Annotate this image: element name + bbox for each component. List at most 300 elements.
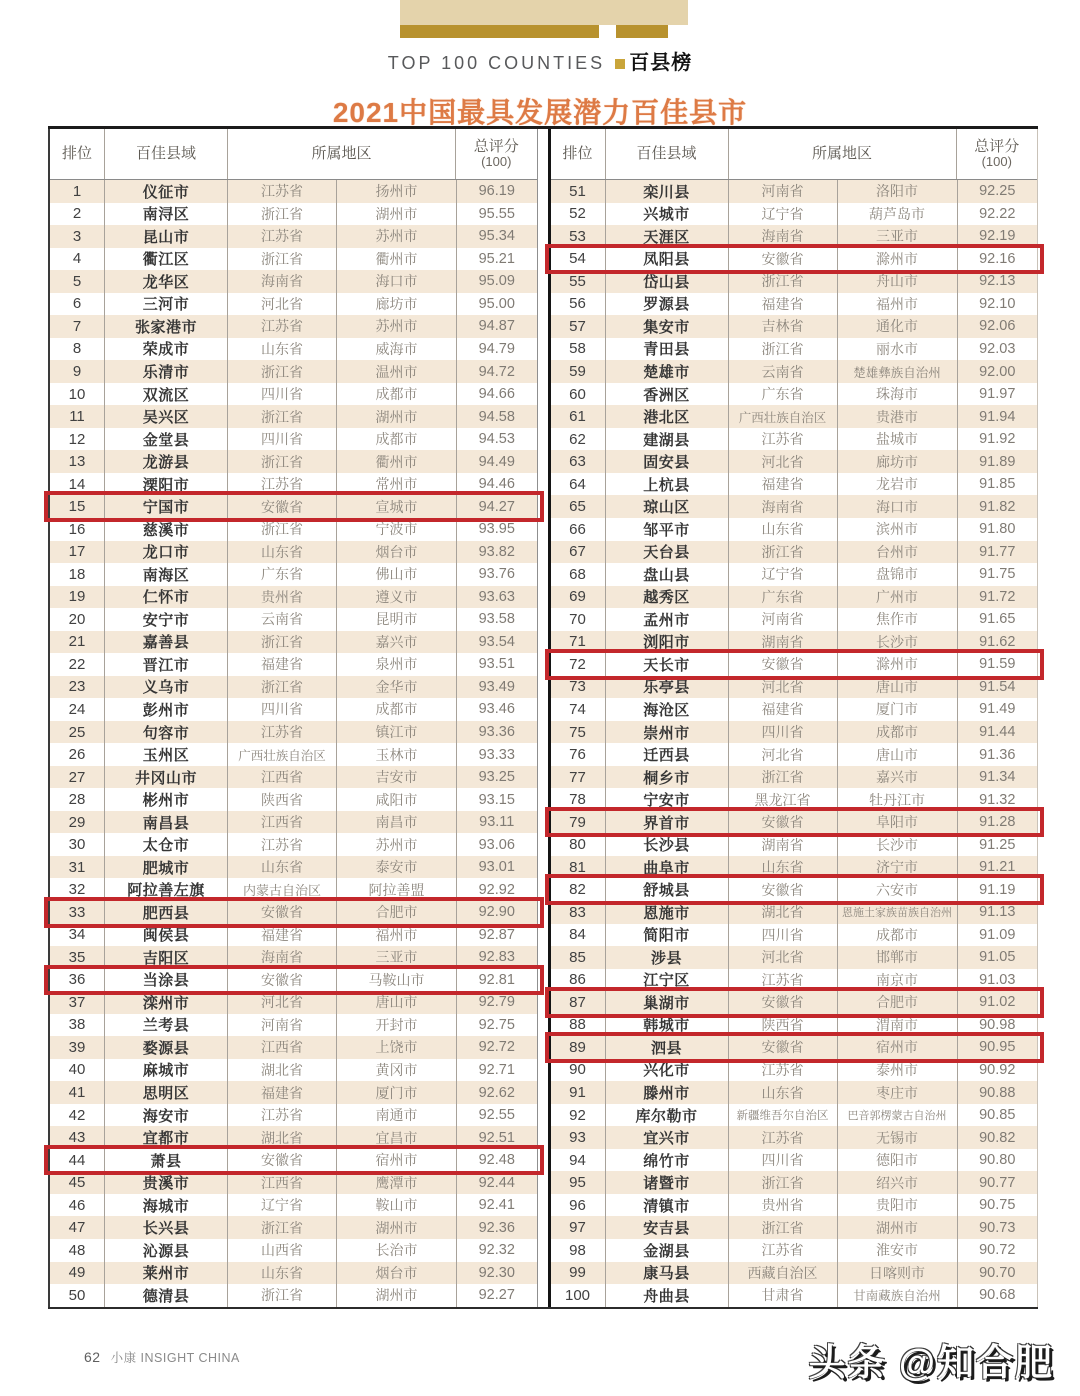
table-row [551, 1014, 1038, 1037]
table-row [50, 811, 537, 834]
city-cell: 衢州市 [337, 248, 457, 271]
province-cell: 湖北省 [228, 1059, 337, 1082]
city-cell: 枣庄市 [838, 1081, 958, 1104]
score-cell: 93.54 [478, 633, 515, 650]
county-cell: 贵溪市 [105, 1171, 228, 1194]
rank-cell: 81 [551, 856, 606, 879]
province-cell: 安徽省 [729, 811, 838, 834]
city-cell: 吉安市 [337, 766, 457, 789]
score-cell: 94.49 [478, 453, 515, 470]
rank-cell: 79 [551, 811, 606, 834]
table-row [551, 225, 1038, 248]
table-header [50, 129, 537, 180]
rank-cell: 23 [50, 676, 105, 699]
county-cell: 崇州市 [606, 721, 729, 744]
province-cell: 山西省 [228, 1239, 337, 1262]
score-cell: 91.82 [979, 498, 1016, 515]
province-cell: 浙江省 [228, 203, 337, 226]
province-cell: 四川省 [228, 698, 337, 721]
score-cell: 91.89 [979, 453, 1016, 470]
table-row [551, 1126, 1038, 1149]
county-cell: 滕州市 [606, 1081, 729, 1104]
score-cell: 90.88 [979, 1084, 1016, 1101]
province-cell: 广西壮族自治区 [729, 405, 838, 428]
table-row [551, 653, 1038, 676]
score-cell: 93.51 [478, 656, 515, 673]
city-cell: 南京市 [838, 969, 958, 992]
rank-cell: 77 [551, 766, 606, 789]
county-cell: 龙华区 [105, 270, 228, 293]
city-cell: 泰安市 [337, 856, 457, 879]
score-cell: 92.72 [478, 1039, 515, 1056]
table-row [551, 833, 1038, 856]
score-cell: 91.09 [979, 926, 1016, 943]
table-row [50, 473, 537, 496]
score-cell: 93.11 [479, 814, 515, 831]
table-row [50, 563, 537, 586]
city-cell: 宜昌市 [337, 1126, 457, 1149]
province-cell: 河北省 [228, 991, 337, 1014]
score-cell: 93.82 [478, 543, 515, 560]
score-cell: 92.71 [478, 1061, 515, 1078]
province-cell: 安徽省 [729, 248, 838, 271]
county-cell: 上杭县 [606, 473, 729, 496]
county-cell: 长沙县 [606, 833, 729, 856]
table-row [50, 878, 537, 901]
county-cell: 南昌县 [105, 811, 228, 834]
rank-cell: 19 [50, 586, 105, 609]
score-cell: 93.01 [478, 859, 515, 876]
rank-cell: 64 [551, 473, 606, 496]
county-cell: 罗源县 [606, 293, 729, 316]
score-cell: 92.25 [979, 183, 1016, 200]
score-cell: 91.05 [979, 949, 1016, 966]
banner [0, 46, 1080, 75]
province-cell: 内蒙古自治区 [228, 878, 337, 901]
score-cell: 91.92 [979, 431, 1016, 448]
province-cell: 四川省 [228, 383, 337, 406]
score-cell: 92.06 [979, 318, 1016, 335]
rank-cell: 58 [551, 338, 606, 361]
rank-cell: 100 [551, 1284, 606, 1307]
rank-cell: 62 [551, 428, 606, 451]
rank-cell: 90 [551, 1059, 606, 1082]
score-cell: 91.85 [979, 476, 1016, 493]
score-cell: 93.06 [478, 836, 515, 853]
county-cell: 兴化市 [606, 1059, 729, 1082]
rank-cell: 69 [551, 586, 606, 609]
table-row [50, 315, 537, 338]
city-cell: 阜阳市 [838, 811, 958, 834]
table-row [551, 1262, 1038, 1285]
province-cell: 江苏省 [228, 180, 337, 203]
rank-cell: 78 [551, 788, 606, 811]
header-rank: 排位 [551, 129, 606, 179]
table-row [50, 360, 537, 383]
province-cell: 海南省 [729, 495, 838, 518]
table-row [50, 338, 537, 361]
province-cell: 安徽省 [729, 1036, 838, 1059]
county-cell: 桐乡市 [606, 766, 729, 789]
table-row [50, 541, 537, 564]
county-cell: 建湖县 [606, 428, 729, 451]
table-row [50, 924, 537, 947]
rank-cell: 88 [551, 1014, 606, 1037]
score-cell: 94.58 [478, 408, 515, 425]
city-cell: 玉林市 [337, 743, 457, 766]
county-cell: 金湖县 [606, 1239, 729, 1262]
rank-cell: 22 [50, 653, 105, 676]
table-row [50, 1126, 537, 1149]
rank-cell: 99 [551, 1262, 606, 1285]
score-cell: 90.85 [979, 1107, 1016, 1124]
rank-cell: 5 [50, 270, 105, 293]
county-cell: 巢湖市 [606, 991, 729, 1014]
rank-cell: 31 [50, 856, 105, 879]
rank-cell: 68 [551, 563, 606, 586]
city-cell: 湖州市 [337, 203, 457, 226]
rank-cell: 14 [50, 473, 105, 496]
province-cell: 江苏省 [228, 473, 337, 496]
rank-cell: 67 [551, 541, 606, 564]
city-cell: 长治市 [337, 1239, 457, 1262]
county-cell: 琼山区 [606, 495, 729, 518]
table-row [551, 473, 1038, 496]
city-cell: 扬州市 [337, 180, 457, 203]
province-cell: 海南省 [228, 270, 337, 293]
table-row [50, 1036, 537, 1059]
county-cell: 晋江市 [105, 653, 228, 676]
table-row [50, 1171, 537, 1194]
city-cell: 金华市 [337, 676, 457, 699]
table-row [551, 270, 1038, 293]
city-cell: 苏州市 [337, 225, 457, 248]
county-cell: 嘉善县 [105, 631, 228, 654]
score-cell: 92.44 [478, 1174, 515, 1191]
province-cell: 江苏省 [228, 225, 337, 248]
table-row [551, 1149, 1038, 1172]
city-cell: 无锡市 [838, 1126, 958, 1149]
city-cell: 巴音郭楞蒙古自治州 [838, 1104, 958, 1127]
province-cell: 浙江省 [729, 766, 838, 789]
county-cell: 德清县 [105, 1284, 228, 1307]
rank-cell: 3 [50, 225, 105, 248]
score-cell: 92.87 [478, 926, 515, 943]
table-row [551, 586, 1038, 609]
rank-cell: 55 [551, 270, 606, 293]
rank-cell: 1 [50, 180, 105, 203]
table-row [551, 631, 1038, 654]
score-cell: 90.70 [979, 1264, 1016, 1281]
city-cell: 湖州市 [337, 1216, 457, 1239]
county-cell: 天长市 [606, 653, 729, 676]
score-cell: 93.36 [478, 724, 515, 741]
table-row [50, 1081, 537, 1104]
city-cell: 唐山市 [838, 676, 958, 699]
city-cell: 牡丹江市 [838, 788, 958, 811]
province-cell: 贵州省 [729, 1194, 838, 1217]
score-cell: 90.82 [979, 1129, 1016, 1146]
rank-cell: 73 [551, 676, 606, 699]
table-row [50, 1104, 537, 1127]
score-cell: 91.44 [979, 724, 1016, 741]
province-cell: 辽宁省 [228, 1194, 337, 1217]
county-cell: 楚雄市 [606, 360, 729, 383]
county-cell: 沁源县 [105, 1239, 228, 1262]
rank-cell: 41 [50, 1081, 105, 1104]
city-cell: 成都市 [838, 924, 958, 947]
rank-cell: 96 [551, 1194, 606, 1217]
rank-cell: 74 [551, 698, 606, 721]
city-cell: 宣城市 [337, 495, 457, 518]
county-cell: 南海区 [105, 563, 228, 586]
province-cell: 山东省 [228, 338, 337, 361]
gold-square-icon [615, 59, 625, 69]
score-cell: 92.13 [979, 273, 1016, 290]
province-cell: 四川省 [729, 924, 838, 947]
score-cell: 91.97 [979, 386, 1016, 403]
table-row [551, 1194, 1038, 1217]
county-cell: 双流区 [105, 383, 228, 406]
county-cell: 莱州市 [105, 1262, 228, 1285]
city-cell: 厦门市 [337, 1081, 457, 1104]
table-row [551, 766, 1038, 789]
footer-page-info [84, 1348, 240, 1366]
province-cell: 广东省 [729, 383, 838, 406]
province-cell: 河南省 [228, 1014, 337, 1037]
province-cell: 陕西省 [228, 788, 337, 811]
rank-cell: 66 [551, 518, 606, 541]
rank-cell: 86 [551, 969, 606, 992]
rank-cell: 53 [551, 225, 606, 248]
county-cell: 宁国市 [105, 495, 228, 518]
rank-cell: 29 [50, 811, 105, 834]
score-cell: 95.09 [478, 273, 515, 290]
city-cell: 长沙市 [838, 631, 958, 654]
score-cell: 94.87 [478, 318, 515, 335]
province-cell: 辽宁省 [729, 563, 838, 586]
county-cell: 龙口市 [105, 541, 228, 564]
score-cell: 91.65 [979, 611, 1016, 628]
city-cell: 昆明市 [337, 608, 457, 631]
score-cell: 91.32 [979, 791, 1016, 808]
table-row [551, 428, 1038, 451]
province-cell: 浙江省 [729, 270, 838, 293]
score-cell: 95.00 [478, 295, 515, 312]
rank-cell: 7 [50, 315, 105, 338]
county-cell: 肥城市 [105, 856, 228, 879]
province-cell: 云南省 [729, 360, 838, 383]
score-cell: 94.66 [478, 386, 515, 403]
table-row [551, 608, 1038, 631]
table-row [551, 676, 1038, 699]
province-cell: 河南省 [729, 608, 838, 631]
province-cell: 江苏省 [729, 428, 838, 451]
city-cell: 甘南藏族自治州 [838, 1284, 958, 1307]
province-cell: 江苏省 [729, 1126, 838, 1149]
score-cell: 92.81 [478, 971, 515, 988]
city-cell: 泰州市 [838, 1059, 958, 1082]
table-body-left [50, 180, 537, 1307]
table-row [50, 270, 537, 293]
city-cell: 合肥市 [838, 991, 958, 1014]
county-cell: 玉州区 [105, 743, 228, 766]
table-row [50, 631, 537, 654]
county-cell: 凤阳县 [606, 248, 729, 271]
county-cell: 义乌市 [105, 676, 228, 699]
table-row [50, 1194, 537, 1217]
score-cell: 90.68 [979, 1287, 1016, 1304]
province-cell: 江西省 [228, 1036, 337, 1059]
score-cell: 92.19 [979, 228, 1016, 245]
province-cell: 安徽省 [729, 878, 838, 901]
banner-gold-bar-right [616, 25, 668, 38]
table-row [551, 495, 1038, 518]
province-cell: 江苏省 [729, 969, 838, 992]
city-cell: 丽水市 [838, 338, 958, 361]
score-cell: 94.46 [478, 476, 515, 493]
table-row [50, 1239, 537, 1262]
city-cell: 黄冈市 [337, 1059, 457, 1082]
table-row [50, 248, 537, 271]
table-row [551, 180, 1038, 203]
header-score [456, 129, 537, 179]
city-cell: 泉州市 [337, 653, 457, 676]
table-row [551, 315, 1038, 338]
table-row [50, 991, 537, 1014]
county-cell: 句容市 [105, 721, 228, 744]
city-cell: 宁波市 [337, 518, 457, 541]
city-cell: 廊坊市 [838, 450, 958, 473]
province-cell: 河北省 [729, 676, 838, 699]
province-cell: 湖南省 [729, 631, 838, 654]
rank-cell: 75 [551, 721, 606, 744]
city-cell: 日喀则市 [838, 1262, 958, 1285]
rank-cell: 12 [50, 428, 105, 451]
city-cell: 开封市 [337, 1014, 457, 1037]
rank-cell: 40 [50, 1059, 105, 1082]
table-row [50, 383, 537, 406]
city-cell: 苏州市 [337, 315, 457, 338]
header-score [957, 129, 1038, 179]
city-cell: 台州市 [838, 541, 958, 564]
header-score-sub: (100) [981, 154, 1012, 170]
table-row [50, 969, 537, 992]
county-cell: 越秀区 [606, 586, 729, 609]
score-cell: 95.21 [478, 250, 515, 267]
header-county: 百佳县域 [105, 129, 228, 179]
county-cell: 安吉县 [606, 1216, 729, 1239]
score-cell: 92.51 [478, 1129, 515, 1146]
rank-cell: 87 [551, 991, 606, 1014]
city-cell: 湖州市 [838, 1216, 958, 1239]
score-cell: 91.75 [979, 566, 1016, 583]
county-cell: 盘山县 [606, 563, 729, 586]
rank-cell: 2 [50, 203, 105, 226]
city-cell: 宿州市 [337, 1149, 457, 1172]
score-cell: 91.94 [979, 408, 1016, 425]
magazine-brand: 小康 INSIGHT CHINA [110, 1351, 240, 1365]
rank-cell: 59 [551, 360, 606, 383]
city-cell: 珠海市 [838, 383, 958, 406]
score-cell: 92.90 [478, 904, 515, 921]
county-cell: 萧县 [105, 1149, 228, 1172]
province-cell: 四川省 [228, 428, 337, 451]
table-row [50, 788, 537, 811]
province-cell: 江苏省 [228, 1104, 337, 1127]
county-cell: 舒城县 [606, 878, 729, 901]
city-cell: 南昌市 [337, 811, 457, 834]
province-cell: 陕西省 [729, 1014, 838, 1037]
score-cell: 91.28 [979, 814, 1016, 831]
city-cell: 福州市 [337, 924, 457, 947]
table-body-right [551, 180, 1038, 1307]
score-cell: 91.02 [979, 994, 1016, 1011]
score-cell: 92.83 [478, 949, 515, 966]
rank-cell: 27 [50, 766, 105, 789]
table-row [50, 180, 537, 203]
county-cell: 兴城市 [606, 203, 729, 226]
score-cell: 93.49 [478, 678, 515, 695]
score-cell: 93.63 [478, 588, 515, 605]
score-cell: 90.98 [979, 1016, 1016, 1033]
table-row [551, 924, 1038, 947]
county-cell: 天台县 [606, 541, 729, 564]
banner-label-cn: 百县榜 [629, 52, 693, 74]
rank-cell: 85 [551, 946, 606, 969]
rank-cell: 89 [551, 1036, 606, 1059]
county-cell: 吉阳区 [105, 946, 228, 969]
banner-label-en: TOP 100 COUNTIES [387, 53, 606, 73]
province-cell: 安徽省 [729, 653, 838, 676]
table-row [50, 1216, 537, 1239]
score-cell: 92.41 [478, 1197, 515, 1214]
province-cell: 安徽省 [228, 901, 337, 924]
county-cell: 安宁市 [105, 608, 228, 631]
score-cell: 90.77 [979, 1174, 1016, 1191]
score-cell: 95.55 [478, 205, 515, 222]
province-cell: 浙江省 [729, 1171, 838, 1194]
city-cell: 龙岩市 [838, 473, 958, 496]
table-row [551, 721, 1038, 744]
rank-cell: 98 [551, 1239, 606, 1262]
province-cell: 河北省 [228, 293, 337, 316]
table-row [50, 450, 537, 473]
rank-cell: 82 [551, 878, 606, 901]
score-cell: 92.30 [478, 1264, 515, 1281]
score-cell: 93.58 [478, 611, 515, 628]
rank-cell: 30 [50, 833, 105, 856]
table-row [551, 203, 1038, 226]
score-cell: 93.76 [478, 566, 515, 583]
city-cell: 海口市 [337, 270, 457, 293]
table-row [551, 1239, 1038, 1262]
score-cell: 94.72 [478, 363, 515, 380]
rank-cell: 25 [50, 721, 105, 744]
city-cell: 成都市 [337, 383, 457, 406]
city-cell: 常州市 [337, 473, 457, 496]
province-cell: 海南省 [228, 946, 337, 969]
province-cell: 安徽省 [228, 1149, 337, 1172]
banner-tan-block [400, 0, 688, 25]
county-cell: 清镇市 [606, 1194, 729, 1217]
city-cell: 镇江市 [337, 721, 457, 744]
rank-cell: 35 [50, 946, 105, 969]
province-cell: 浙江省 [228, 450, 337, 473]
city-cell: 马鞍山市 [337, 969, 457, 992]
rank-cell: 95 [551, 1171, 606, 1194]
county-cell: 彭州市 [105, 698, 228, 721]
